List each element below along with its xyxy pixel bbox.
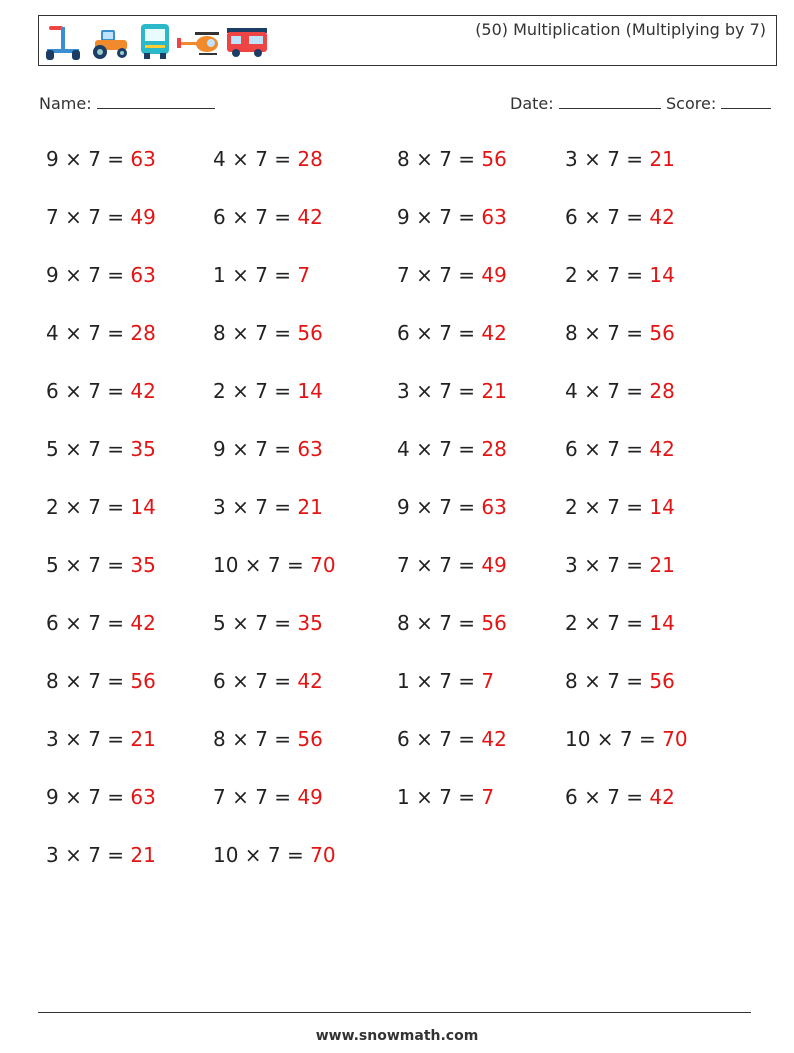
problem-question: 6 × 7 = <box>213 669 292 693</box>
problem-answer: 42 <box>649 205 675 229</box>
problem-item <box>397 553 507 577</box>
date-label: Date: <box>510 94 554 113</box>
problem-item <box>213 205 323 229</box>
problem-item <box>46 147 156 171</box>
footer-divider <box>38 1012 751 1013</box>
problem-answer: 42 <box>481 321 507 345</box>
problem-item <box>565 611 675 635</box>
problem-answer: 56 <box>481 611 507 635</box>
problem-item <box>565 263 675 287</box>
problem-item <box>213 843 336 867</box>
problem-question: 2 × 7 = <box>565 263 644 287</box>
problem-question: 4 × 7 = <box>213 147 292 171</box>
problem-item <box>213 785 323 809</box>
problem-question: 6 × 7 = <box>565 205 644 229</box>
score-label: Score: <box>666 94 717 113</box>
problem-item <box>565 147 675 171</box>
problem-item <box>565 669 675 693</box>
problem-question: 8 × 7 = <box>397 147 476 171</box>
problem-question: 7 × 7 = <box>397 553 476 577</box>
problem-answer: 35 <box>130 553 156 577</box>
problem-answer: 42 <box>649 785 675 809</box>
problem-item <box>46 669 156 693</box>
problem-answer: 63 <box>130 263 156 287</box>
problem-item <box>397 321 507 345</box>
problem-question: 4 × 7 = <box>565 379 644 403</box>
problem-question: 9 × 7 = <box>213 437 292 461</box>
problem-question: 9 × 7 = <box>46 263 125 287</box>
problem-answer: 21 <box>649 553 675 577</box>
problem-item <box>397 611 507 635</box>
problem-question: 2 × 7 = <box>565 611 644 635</box>
problem-question: 6 × 7 = <box>213 205 292 229</box>
problem-answer: 7 <box>297 263 311 287</box>
problem-item <box>213 553 336 577</box>
problem-question: 5 × 7 = <box>213 611 292 635</box>
problem-item <box>213 437 323 461</box>
problem-question: 3 × 7 = <box>397 379 476 403</box>
problem-item <box>213 611 323 635</box>
problem-answer: 63 <box>481 495 507 519</box>
date-field <box>510 92 661 113</box>
problem-question: 3 × 7 = <box>213 495 292 519</box>
problem-question: 2 × 7 = <box>565 495 644 519</box>
problem-item <box>565 437 675 461</box>
problem-question: 6 × 7 = <box>565 785 644 809</box>
problem-item <box>213 495 323 519</box>
tractor-icon <box>89 22 131 60</box>
footer-url: www.snowmath.com <box>315 1028 479 1044</box>
problem-answer: 49 <box>481 263 507 287</box>
problem-question: 6 × 7 = <box>46 611 125 635</box>
problem-question: 6 × 7 = <box>397 727 476 751</box>
problem-answer: 56 <box>481 147 507 171</box>
problem-item <box>46 727 156 751</box>
scooter-icon <box>45 22 81 60</box>
problem-item <box>565 553 675 577</box>
problem-answer: 49 <box>297 785 323 809</box>
problem-question: 8 × 7 = <box>213 727 292 751</box>
problem-answer: 14 <box>649 263 675 287</box>
problem-answer: 63 <box>130 785 156 809</box>
problem-question: 9 × 7 = <box>397 495 476 519</box>
problem-answer: 21 <box>481 379 507 403</box>
problem-item <box>46 321 156 345</box>
problem-answer: 56 <box>130 669 156 693</box>
problem-item <box>565 495 675 519</box>
name-field <box>39 92 215 113</box>
name-label: Name: <box>39 94 92 113</box>
problem-question: 10 × 7 = <box>565 727 656 751</box>
problem-item <box>213 669 323 693</box>
problem-item <box>46 379 156 403</box>
problem-item <box>397 437 507 461</box>
problem-question: 9 × 7 = <box>46 147 125 171</box>
problem-question: 2 × 7 = <box>46 495 125 519</box>
problem-item <box>46 437 156 461</box>
bus-icon <box>137 22 173 60</box>
problem-answer: 14 <box>297 379 323 403</box>
problem-question: 8 × 7 = <box>565 321 644 345</box>
problem-answer: 14 <box>649 495 675 519</box>
problem-answer: 56 <box>297 727 323 751</box>
problem-question: 4 × 7 = <box>397 437 476 461</box>
helicopter-icon <box>177 22 221 60</box>
problem-item <box>213 727 323 751</box>
problem-answer: 49 <box>130 205 156 229</box>
problem-item <box>46 843 156 867</box>
problem-item <box>397 669 494 693</box>
problem-question: 8 × 7 = <box>397 611 476 635</box>
problem-question: 8 × 7 = <box>213 321 292 345</box>
problem-item <box>46 495 156 519</box>
problem-question: 10 × 7 = <box>213 553 304 577</box>
problem-question: 8 × 7 = <box>565 669 644 693</box>
date-blank[interactable] <box>559 92 661 109</box>
problem-question: 3 × 7 = <box>565 147 644 171</box>
problem-answer: 56 <box>649 321 675 345</box>
problem-question: 3 × 7 = <box>565 553 644 577</box>
problem-item <box>213 321 323 345</box>
problem-item <box>46 263 156 287</box>
problem-answer: 63 <box>297 437 323 461</box>
problem-item <box>46 611 156 635</box>
problem-item <box>397 263 507 287</box>
problem-question: 6 × 7 = <box>565 437 644 461</box>
page-title: (50) Multiplication (Multiplying by 7) <box>475 20 766 39</box>
problem-question: 7 × 7 = <box>397 263 476 287</box>
problem-answer: 42 <box>481 727 507 751</box>
problem-answer: 42 <box>297 669 323 693</box>
problem-answer: 63 <box>130 147 156 171</box>
problem-answer: 28 <box>481 437 507 461</box>
problem-question: 3 × 7 = <box>46 843 125 867</box>
problem-answer: 35 <box>297 611 323 635</box>
problem-question: 10 × 7 = <box>213 843 304 867</box>
problem-answer: 42 <box>297 205 323 229</box>
problem-item <box>213 379 323 403</box>
problem-item <box>397 727 507 751</box>
problem-answer: 21 <box>130 727 156 751</box>
problem-question: 9 × 7 = <box>46 785 125 809</box>
problem-answer: 21 <box>297 495 323 519</box>
worksheet-header <box>38 15 777 66</box>
problem-item <box>46 205 156 229</box>
problem-question: 5 × 7 = <box>46 437 125 461</box>
problem-question: 6 × 7 = <box>397 321 476 345</box>
problem-answer: 7 <box>481 669 495 693</box>
problem-answer: 70 <box>310 553 336 577</box>
problem-item <box>397 495 507 519</box>
problem-question: 3 × 7 = <box>46 727 125 751</box>
score-blank[interactable] <box>721 92 771 109</box>
problem-question: 7 × 7 = <box>213 785 292 809</box>
problem-item <box>565 379 675 403</box>
camper-van-icon <box>225 22 269 60</box>
problem-item <box>213 147 323 171</box>
problem-question: 7 × 7 = <box>46 205 125 229</box>
problem-item <box>397 379 507 403</box>
problem-answer: 28 <box>649 379 675 403</box>
problem-answer: 42 <box>649 437 675 461</box>
problem-answer: 7 <box>481 785 495 809</box>
problem-item <box>46 553 156 577</box>
problem-answer: 35 <box>130 437 156 461</box>
score-field <box>666 92 771 113</box>
problem-question: 2 × 7 = <box>213 379 292 403</box>
problem-answer: 56 <box>297 321 323 345</box>
problem-item <box>565 785 675 809</box>
problem-question: 1 × 7 = <box>213 263 292 287</box>
problem-question: 1 × 7 = <box>397 785 476 809</box>
problem-answer: 70 <box>310 843 336 867</box>
problem-item <box>565 727 688 751</box>
problem-answer: 21 <box>130 843 156 867</box>
problem-question: 5 × 7 = <box>46 553 125 577</box>
problem-item <box>565 205 675 229</box>
problem-answer: 14 <box>130 495 156 519</box>
problem-question: 6 × 7 = <box>46 379 125 403</box>
problem-item <box>397 205 507 229</box>
problem-question: 1 × 7 = <box>397 669 476 693</box>
problem-answer: 28 <box>130 321 156 345</box>
problem-question: 8 × 7 = <box>46 669 125 693</box>
problem-question: 4 × 7 = <box>46 321 125 345</box>
problem-answer: 42 <box>130 611 156 635</box>
problem-item <box>213 263 310 287</box>
problem-item <box>397 785 494 809</box>
problem-answer: 21 <box>649 147 675 171</box>
problem-answer: 56 <box>649 669 675 693</box>
problem-answer: 14 <box>649 611 675 635</box>
problem-item <box>565 321 675 345</box>
problem-answer: 70 <box>662 727 688 751</box>
problem-item <box>397 147 507 171</box>
problem-answer: 49 <box>481 553 507 577</box>
problem-answer: 63 <box>481 205 507 229</box>
problem-answer: 42 <box>130 379 156 403</box>
name-blank[interactable] <box>97 92 215 109</box>
problem-item <box>46 785 156 809</box>
problem-question: 9 × 7 = <box>397 205 476 229</box>
problem-answer: 28 <box>297 147 323 171</box>
